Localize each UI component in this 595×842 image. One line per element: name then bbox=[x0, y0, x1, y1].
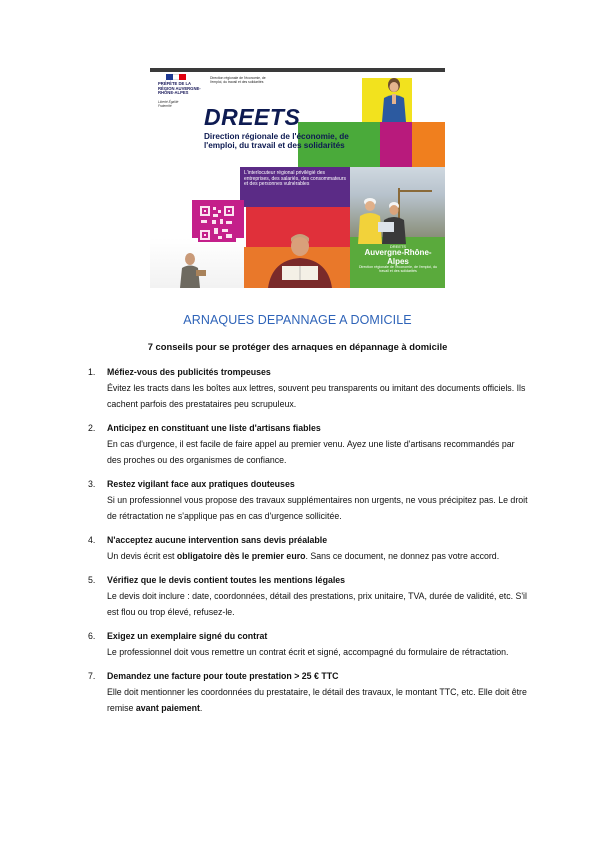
tip-number: 1. bbox=[88, 367, 96, 377]
tip-heading: Exigez un exemplaire signé du contrat bbox=[107, 631, 268, 641]
tip-text: Si un professionnel vous propose des travaux supplémentaires non urgents, ne vous précipitez pas. Le droit de rétractation ne s'applique pas en cas d'urgence sollicitée. bbox=[107, 495, 528, 521]
region-name: Auvergne-Rhône-Alpes bbox=[364, 248, 432, 266]
tip-text: Évitez les tracts dans les boîtes aux lettres, souvent peu transparents ou imitant des documents officiels. Ils cachent parfois des prestataires peu scrupuleux. bbox=[107, 383, 526, 409]
tip-number: 3. bbox=[88, 479, 96, 489]
tip-heading: N'acceptez aucune intervention sans devis préalable bbox=[107, 535, 328, 545]
reading-man-photo bbox=[254, 230, 344, 288]
tip-number: 6. bbox=[88, 631, 96, 641]
tip-number: 5. bbox=[88, 575, 96, 585]
woman-photo bbox=[376, 76, 410, 122]
tip-number: 4. bbox=[88, 535, 96, 545]
tip-heading: Restez vigilant face aux pratiques douteuses bbox=[107, 479, 295, 489]
prefecture-name: PRÉFÈTE DE LA RÉGION AUVERGNE-RHÔNE-ALPES bbox=[158, 81, 201, 96]
direction-small-text: Direction régionale de l'économie, de l'emploi, du travail et des solidarités bbox=[210, 76, 266, 84]
magenta-block bbox=[380, 122, 412, 167]
tip-text-part: . Sans ce document, ne donnez pas votre accord. bbox=[305, 551, 500, 561]
tip-text-part: . bbox=[199, 703, 203, 713]
tip-item bbox=[88, 628, 528, 660]
tip-heading: Demandez une facture pour toute prestation > 25 € TTC bbox=[107, 671, 339, 681]
tip-text-part: Elle doit mentionner les coordonnées du prestataire, le détail des travaux, le montant TTC, etc. Elle doit être remise bbox=[107, 687, 527, 713]
dreets-poster bbox=[150, 68, 445, 288]
republic-motto: Liberté Égalité Fraternité bbox=[158, 100, 179, 108]
qr-code-icon bbox=[198, 204, 236, 242]
tip-text: Le devis doit inclure : date, coordonnées, détail des prestations, prix unitaire, TVA, durée de validité, etc. S'il est flou ou trop élevé, refusez-le. bbox=[107, 591, 527, 617]
tip-text-emphasis: obligatoire dès le premier euro bbox=[176, 551, 306, 561]
interlocutor-text: L'interlocuteur régional privilégié des entreprises, des salariés, des consommateurs et des personnes vulnérables bbox=[244, 170, 346, 188]
tip-item bbox=[88, 476, 528, 524]
page-title: ARNAQUES DEPANNAGE A DOMICILE bbox=[183, 313, 412, 327]
tip-text-part: Un devis écrit est bbox=[107, 551, 177, 561]
tip-text: En cas d'urgence, il est facile de faire appel au premier venu. Ayez une liste d'artisans recommandés par des proches ou des organismes de confiance. bbox=[107, 439, 515, 465]
dreets-subtitle: Direction régionale de l'économie, de l'emploi, du travail et des solidarités bbox=[204, 132, 349, 150]
craftsman-photo bbox=[178, 252, 208, 288]
tip-text: Le professionnel doit vous remettre un contrat écrit et signé, accompagné du formulaire de rétractation. bbox=[107, 647, 509, 657]
tip-item bbox=[88, 420, 528, 468]
tip-number: 7. bbox=[88, 671, 96, 681]
page-subtitle: 7 conseils pour se protéger des arnaques en dépannage à domicile bbox=[147, 341, 448, 352]
workers-photo bbox=[348, 188, 444, 244]
region-description: Direction régionale de l'économie, de l'emploi, du travail et des solidarités bbox=[358, 265, 438, 274]
tip-item bbox=[88, 364, 528, 412]
region-dreets-label: DREETS bbox=[389, 244, 407, 249]
poster-top-strip bbox=[150, 68, 445, 72]
tip-item bbox=[88, 572, 528, 620]
orange-block-top bbox=[412, 122, 445, 167]
tip-heading: Anticipez en constituant une liste d'artisans fiables bbox=[107, 423, 321, 433]
dreets-brand: DREETS bbox=[204, 104, 301, 130]
tip-text bbox=[107, 548, 528, 564]
tip-item bbox=[88, 668, 528, 716]
tip-number: 2. bbox=[88, 423, 96, 433]
tip-text bbox=[107, 684, 528, 716]
tip-heading: Vérifiez que le devis contient toutes les mentions légales bbox=[107, 575, 346, 585]
french-flag-icon bbox=[166, 74, 186, 80]
tip-heading: Méfiez-vous des publicités trompeuses bbox=[107, 367, 271, 377]
tip-item bbox=[88, 532, 528, 564]
tips-list bbox=[88, 364, 528, 724]
tip-text-emphasis: avant paiement bbox=[135, 703, 200, 713]
